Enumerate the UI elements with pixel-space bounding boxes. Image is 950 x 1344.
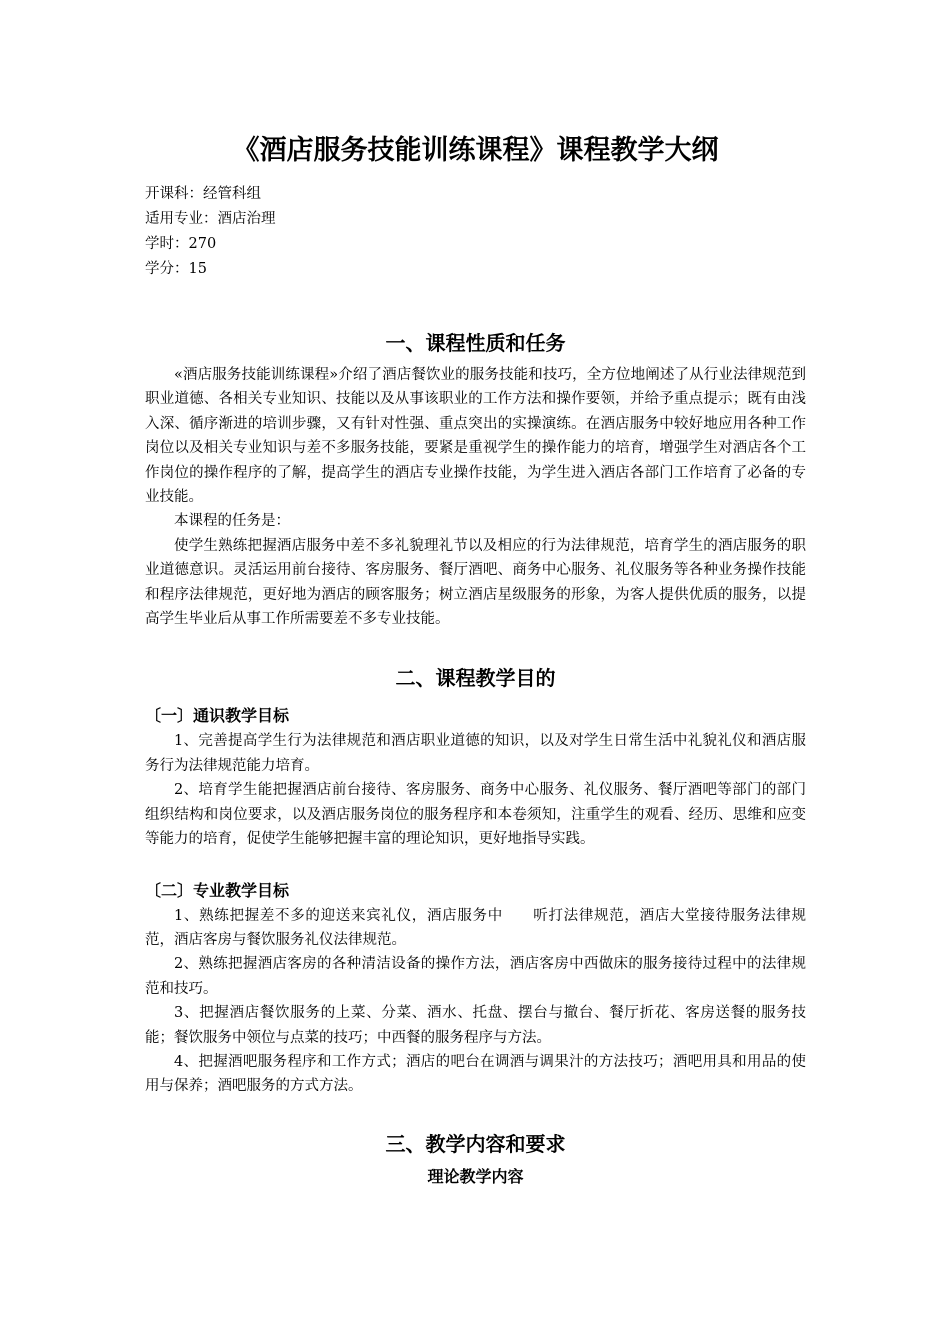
section1-paragraph-3: 使学生熟练把握酒店服务中差不多礼貌理礼节以及相应的行为法律规范，培育学生的酒店服务的职业道德意识。灵活运用前台接待、客房服务、餐厅酒吧、商务中心服务、礼仪服务等各种业务操作技能和程序法律规范，更好地为酒店的顾客服务；树立酒店星级服务的形象，为客人提供优质的服务，以提高学生毕业后从事工作所需要差不多专业技能。 <box>145 537 806 628</box>
document-title: 《酒店服务技能训练课程》课程教学大纲 <box>232 135 719 166</box>
section2-heading: 二、课程教学目的 <box>395 666 556 691</box>
section2-sub2-paragraph-4: 4、把握酒吧服务程序和工作方式；酒店的吧台在调酒与调果汁的方法技巧；酒吧用具和用品的使用与保养；酒吧服务的方式方法。 <box>145 1053 806 1095</box>
meta-hours: 学时：270 <box>145 236 217 252</box>
meta-major: 适用专业：酒店治理 <box>145 211 276 227</box>
section1-paragraph-1: «酒店服务技能训练课程»介绍了酒店餐饮业的服务技能和技巧，全方位地阐述了从行业法律规范到职业道德、各相关专业知识、技能以及从事该职业的工作方法和操作要领，并给予重点提示；既有由浅入深、循序渐进的培训步骤，又有针对性强、重点突出的实操演练。在酒店服务中较好地应用各种工作岗位以及相关专业知识与差不多服务技能，要紧是重视学生的操作能力的培育，增强学生对酒店各个工作岗位的操作程序的了解，提高学生的酒店专业操作技能，为学生进入酒店各部门工作培育了必备的专业技能。 <box>145 367 806 506</box>
meta-credits: 学分：15 <box>145 261 207 277</box>
section3-heading: 三、教学内容和要求 <box>385 1131 566 1156</box>
section1-heading: 一、课程性质和任务 <box>385 331 566 355</box>
section2-sub2-paragraph-2: 2、熟练把握酒店客房的各种清洁设备的操作方法，酒店客房中西做床的服务接待过程中的法律规范和技巧。 <box>145 956 806 997</box>
section2-sub2-paragraph-1: 1、熟练把握差不多的迎送来宾礼仪，酒店服务中 听打法律规范，酒店大堂接待服务法律规范，酒店客房与餐饮服务礼仪法律规范。 <box>145 907 806 948</box>
section2-sub2-paragraph-3: 3、把握酒店餐饮服务的上菜、分菜、酒水、托盘、摆台与撤台、餐厅折花、客房送餐的服务技能；餐饮服务中领位与点菜的技巧；中西餐的服务程序与方法。 <box>145 1005 806 1046</box>
section1-paragraph-2: 本课程的任务是： <box>174 513 290 530</box>
document-page <box>145 128 806 1191</box>
section3-subheading: 理论教学内容 <box>427 1166 524 1186</box>
section2-sub1-paragraph-1: 1、完善提高学生行为法律规范和酒店职业道德的知识，以及对学生日常生活中礼貌礼仪和酒店服务行为法律规范能力培育。 <box>145 733 806 774</box>
section2-sub1-heading: 〔一〕通识教学目标 <box>145 706 290 726</box>
meta-dept: 开课科：经管科组 <box>145 186 261 202</box>
section2-sub1-paragraph-2: 2、培育学生能把握酒店前台接待、客房服务、商务中心服务、礼仪服务、餐厅酒吧等部门的部门组织结构和岗位要求，以及酒店服务岗位的服务程序和本卷须知，注重学生的观看、经历、思维和应变等能力的培育，促使学生能够把握丰富的理论知识，更好地指导实践。 <box>145 782 806 848</box>
section2-sub2-heading: 〔二〕专业教学目标 <box>145 880 290 900</box>
